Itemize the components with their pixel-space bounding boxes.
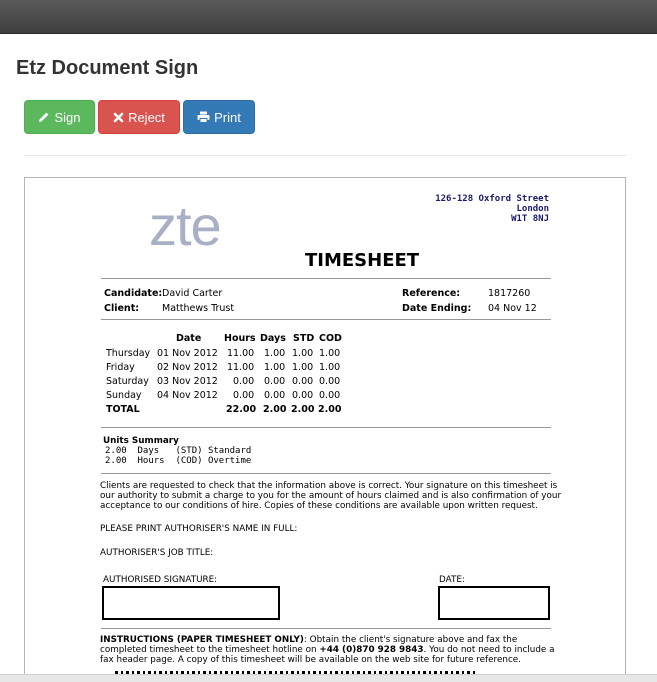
print-button-label: Print xyxy=(214,109,241,125)
candidate-value: David Carter xyxy=(162,288,223,299)
total-cod: 2.00 xyxy=(318,404,342,415)
row-hours: 11.00 xyxy=(227,348,255,359)
address-line: 126-128 Oxford Street xyxy=(435,194,549,204)
job-title-label: AUTHORISER'S JOB TITLE: xyxy=(100,548,214,558)
instructions-text: . You do not need to include a xyxy=(423,645,555,655)
rule xyxy=(101,278,551,279)
notice-line: Clients are requested to check that the information above is correct. Your signature on this timesheet is xyxy=(100,481,558,491)
address-line: London xyxy=(516,204,549,214)
table-header-cod: COD xyxy=(319,333,342,344)
row-cod: 0.00 xyxy=(319,376,341,387)
document-viewer[interactable] xyxy=(24,177,626,681)
notice-line: acceptance to our conditions of hire. Copies of these conditions are available upon written request. xyxy=(100,501,538,511)
hotline-number: +44 (0)870 928 9843 xyxy=(319,645,424,655)
row-hours: 11.00 xyxy=(227,362,255,373)
reference-value: 1817260 xyxy=(488,288,531,299)
row-std: 0.00 xyxy=(292,376,314,387)
row-date: 03 Nov 2012 xyxy=(157,376,218,387)
instructions-line xyxy=(100,655,521,665)
company-logo: zte xyxy=(149,194,221,257)
row-date: 02 Nov 2012 xyxy=(157,362,218,373)
client-label: Client: xyxy=(104,303,140,314)
date-label: DATE: xyxy=(439,575,465,585)
instructions-heading: INSTRUCTIONS (PAPER TIMESHEET ONLY) xyxy=(100,635,304,645)
reference-label: Reference: xyxy=(402,288,461,299)
rule xyxy=(101,427,551,428)
notice-line: our authority to submit a charge to you for the amount of hours claimed and is also confirmation of your xyxy=(100,491,562,501)
row-date: 04 Nov 2012 xyxy=(157,390,218,401)
address-line: W1T 8NJ xyxy=(511,214,549,224)
units-summary-line: 2.00 Days (STD) Standard xyxy=(105,446,252,456)
row-days: 1.00 xyxy=(264,362,286,373)
row-hours: 0.00 xyxy=(233,390,255,401)
reject-button[interactable] xyxy=(98,100,180,134)
row-std: 0.00 xyxy=(292,390,314,401)
date-ending-label: Date Ending: xyxy=(402,303,472,314)
instructions-line xyxy=(100,635,517,645)
row-date: 01 Nov 2012 xyxy=(157,348,218,359)
date-ending-value: 04 Nov 12 xyxy=(488,303,537,314)
units-summary-line: 2.00 Hours (COD) Overtime xyxy=(105,456,252,466)
sign-button-label: Sign xyxy=(54,109,81,125)
row-std: 1.00 xyxy=(292,348,314,359)
instructions-line xyxy=(100,645,555,655)
print-button[interactable] xyxy=(183,100,255,134)
row-days: 1.00 xyxy=(264,348,286,359)
divider xyxy=(24,155,626,156)
reject-button-label: Reject xyxy=(128,109,165,125)
pencil-icon xyxy=(38,111,50,123)
row-hours: 0.00 xyxy=(233,376,255,387)
document-title: TIMESHEET xyxy=(305,250,420,271)
row-cod: 1.00 xyxy=(319,362,341,373)
row-day: Sunday xyxy=(106,390,142,401)
close-icon xyxy=(113,112,124,123)
instructions-text: : Obtain the client's signature above and fax the xyxy=(303,635,518,645)
row-cod: 1.00 xyxy=(319,348,341,359)
date-box[interactable] xyxy=(438,586,550,620)
table-header-days: Days xyxy=(260,333,286,344)
total-hours: 22.00 xyxy=(226,404,257,415)
top-navbar xyxy=(0,0,657,34)
row-day: Thursday xyxy=(106,348,151,359)
rule xyxy=(101,319,551,320)
row-days: 0.00 xyxy=(264,376,286,387)
sign-button[interactable] xyxy=(24,100,95,134)
rule xyxy=(101,628,551,629)
page-title: Etz Document Sign xyxy=(16,57,199,79)
table-header-date: Date xyxy=(176,333,202,344)
total-std: 2.00 xyxy=(291,404,315,415)
instructions-text: completed timesheet to the timesheet hotline on xyxy=(100,645,320,655)
signature-label: AUTHORISED SIGNATURE: xyxy=(103,575,218,585)
row-days: 0.00 xyxy=(264,390,286,401)
table-header-hours: Hours xyxy=(224,333,256,344)
row-day: Friday xyxy=(106,362,135,373)
total-days: 2.00 xyxy=(263,404,287,415)
total-label: TOTAL xyxy=(106,404,140,415)
candidate-label: Candidate: xyxy=(104,288,163,299)
units-summary-title: Units Summary xyxy=(103,436,179,446)
print-name-label: PLEASE PRINT AUTHORISER'S NAME IN FULL: xyxy=(100,524,298,534)
signature-box[interactable] xyxy=(102,586,280,620)
rule xyxy=(101,473,551,474)
company-address xyxy=(435,194,549,224)
client-value: Matthews Trust xyxy=(162,303,235,314)
row-cod: 0.00 xyxy=(319,390,341,401)
row-std: 1.00 xyxy=(292,362,314,373)
printer-icon xyxy=(197,111,210,123)
instructions-text: fax header page. A copy of this timesheet will be available on the web site for future reference. xyxy=(100,655,521,665)
table-header-std: STD xyxy=(293,333,315,344)
row-day: Saturday xyxy=(106,376,149,387)
